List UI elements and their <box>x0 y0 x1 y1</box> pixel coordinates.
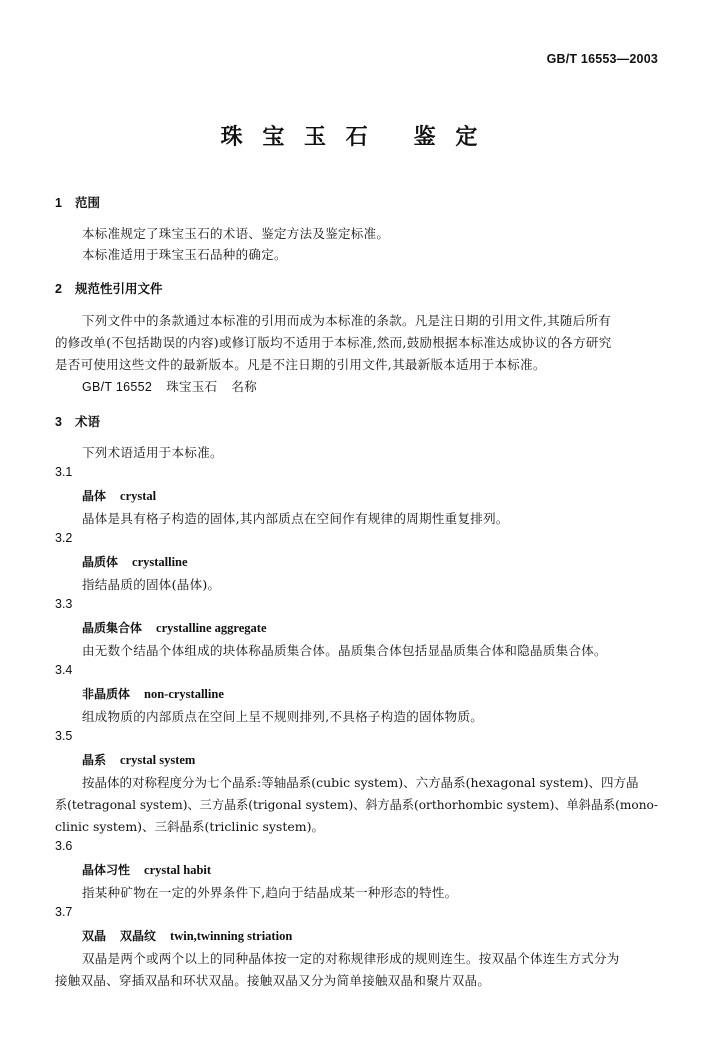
term-number: 3.3 <box>55 597 73 611</box>
reference-title-1: 珠宝玉石 <box>166 379 218 394</box>
term-definition: 系(tetragonal system)、三方晶系(trigonal system)、斜方晶系(orthorhombic system)、单斜晶系(mono- <box>55 797 658 812</box>
section-1-heading <box>55 193 100 211</box>
term-en: crystal habit <box>144 863 212 877</box>
term-zh-2: 双晶纹 <box>120 929 157 943</box>
term-number: 3.5 <box>55 729 73 743</box>
term-zh: 晶体 <box>82 489 107 503</box>
term-definition: 组成物质的内部质点在空间上呈不规则排列,不具格子构造的固体物质。 <box>82 709 484 724</box>
section-2-heading <box>55 279 163 297</box>
term-definition: 接触双晶、穿插双晶和环状双晶。接触双晶又分为简单接触双晶和聚片双晶。 <box>55 973 491 988</box>
term-zh: 晶体习性 <box>82 863 131 877</box>
section-2-title: 规范性引用文件 <box>75 281 163 296</box>
term-heading <box>82 685 224 702</box>
standard-number: GB/T 16553—2003 <box>546 52 658 66</box>
term-zh: 晶质体 <box>82 555 119 569</box>
term-definition: 按晶体的对称程度分为七个晶系:等轴晶系(cubic system)、六方晶系(hexagonal system)、四方晶 <box>82 775 639 790</box>
term-number: 3.1 <box>55 465 73 479</box>
term-definition: clinic system)、三斜晶系(triclinic system)。 <box>55 819 324 834</box>
term-zh: 晶系 <box>82 753 107 767</box>
term-heading <box>82 553 188 570</box>
term-heading <box>82 619 267 636</box>
term-number: 3.6 <box>55 839 73 853</box>
section-3-title: 术语 <box>75 414 101 429</box>
section-3-heading <box>55 412 100 430</box>
term-definition: 晶体是具有格子构造的固体,其内部质点在空间作有规律的周期性重复排列。 <box>82 511 509 526</box>
term-definition: 指结晶质的固体(晶体)。 <box>82 577 221 592</box>
section-1-paragraph-2: 本标准适用于珠宝玉石品种的确定。 <box>82 247 287 262</box>
term-heading <box>82 751 195 768</box>
term-en: crystal <box>120 489 157 503</box>
section-2-line-3: 是否可使用这些文件的最新版本。凡是不注日期的引用文件,其最新版本适用于本标准。 <box>55 357 546 372</box>
title-part-1: 珠 宝 玉 石 <box>220 125 374 150</box>
section-1-title: 范围 <box>75 195 101 210</box>
term-en: crystalline <box>132 555 188 569</box>
title-part-2: 鉴 定 <box>413 125 484 150</box>
reference-title-2: 名称 <box>231 379 257 394</box>
section-1-number: 1 <box>55 196 62 210</box>
term-definition: 双晶是两个或两个以上的同种晶体按一定的对称规律形成的规则连生。按双晶个体连生方式分为 <box>82 951 620 966</box>
term-definition: 指某种矿物在一定的外界条件下,趋向于结晶成某一种形态的特性。 <box>82 885 458 900</box>
section-3-number: 3 <box>55 415 62 429</box>
term-number: 3.7 <box>55 905 73 919</box>
term-en: crystal system <box>120 753 196 767</box>
term-en: crystalline aggregate <box>156 621 267 635</box>
term-en: non-crystalline <box>144 687 224 701</box>
section-1-paragraph-1: 本标准规定了珠宝玉石的术语、鉴定方法及鉴定标准。 <box>82 226 390 241</box>
term-number: 3.2 <box>55 531 73 545</box>
term-heading <box>82 927 292 944</box>
term-zh: 双晶 <box>82 929 107 943</box>
normative-reference <box>82 377 257 395</box>
section-2-number: 2 <box>55 282 62 296</box>
section-3-intro: 下列术语适用于本标准。 <box>82 445 223 460</box>
reference-code: GB/T 16552 <box>82 380 153 394</box>
term-en: twin,twinning striation <box>170 929 293 943</box>
term-heading <box>82 487 156 504</box>
term-heading <box>82 861 211 878</box>
term-number: 3.4 <box>55 663 73 677</box>
section-2-line-2: 的修改单(不包括勘误的内容)或修订版均不适用于本标准,然而,鼓励根据本标准达成协议的各方研究 <box>55 335 612 350</box>
document-title <box>0 120 704 151</box>
term-definition: 由无数个结晶个体组成的块体称晶质集合体。晶质集合体包括显晶质集合体和隐晶质集合体。 <box>82 643 607 658</box>
section-2-line-1: 下列文件中的条款通过本标准的引用而成为本标准的条款。凡是注日期的引用文件,其随后所有 <box>82 313 612 328</box>
term-zh: 晶质集合体 <box>82 621 143 635</box>
term-zh: 非晶质体 <box>82 687 131 701</box>
